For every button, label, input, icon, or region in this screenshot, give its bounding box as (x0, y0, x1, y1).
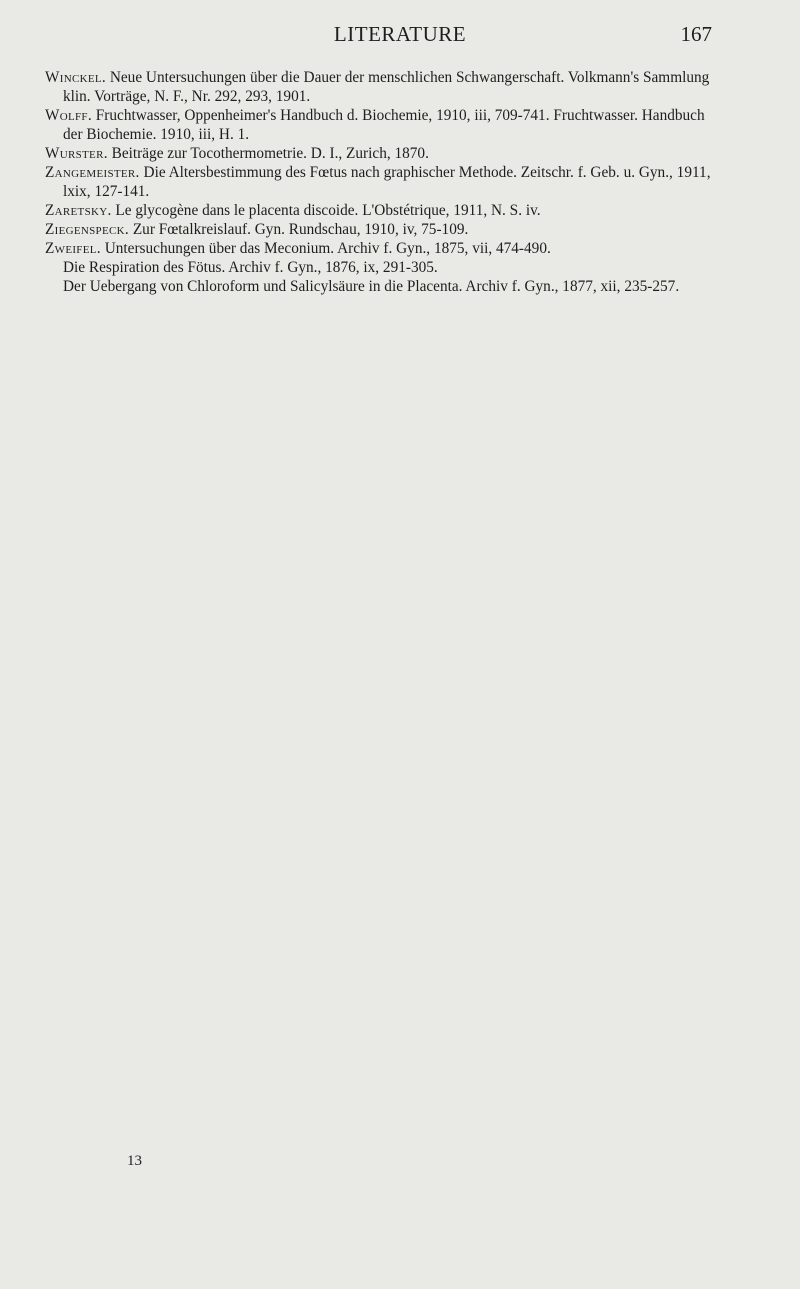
bibliography-sub-entry: Die Respiration des Fötus. Archiv f. Gyn., 1876, ix, 291-305. (63, 259, 438, 276)
entry-author: Ziegenspeck. (45, 221, 129, 238)
sub-entries (45, 258, 725, 296)
running-title: LITERATURE (333, 22, 467, 46)
entry-author: Wolff. (45, 107, 92, 124)
entry-text: Le glycogène dans le placenta discoide. L'Obstétrique, 1911, N. S. iv. (115, 202, 541, 219)
entry-text: Die Altersbestimmung des Fœtus nach graphischer Methode. Zeitschr. f. Geb. u. Gyn., 1911, lxix, 127-141. (63, 164, 711, 200)
bibliography-sub-entry: Der Uebergang von Chloroform und Salicylsäure in die Placenta. Archiv f. Gyn., 1877, xii, 235-257. (63, 278, 680, 295)
bibliography-entry (45, 201, 725, 220)
bibliography-entry (45, 239, 725, 258)
entry-text: Zur Fœtalkreislauf. Gyn. Rundschau, 1910, iv, 75-109. (132, 221, 469, 238)
entry-text: Neue Untersuchungen über die Dauer der menschlichen Schwangerschaft. Volkmann's Sammlung klin. Vorträge, N. F., Nr. 292, 293, 1901. (63, 69, 710, 105)
bibliography-entry (45, 106, 725, 144)
signature-mark: 13 (127, 1153, 142, 1169)
entry-author: Winckel. (45, 69, 106, 86)
bibliography-entry (45, 144, 725, 163)
page-number: 167 (680, 22, 712, 46)
entry-text: Beiträge zur Tocothermometrie. D. I., Zurich, 1870. (111, 145, 429, 162)
entry-text: Untersuchungen über das Meconium. Archiv f. Gyn., 1875, vii, 474-490. (104, 240, 551, 257)
entry-author: Wurster. (45, 145, 108, 162)
bibliography-entry (45, 220, 725, 239)
entry-author: Zweifel. (45, 240, 101, 257)
page-header (0, 22, 800, 52)
bibliography-entry (45, 68, 725, 106)
bibliography-list (45, 68, 725, 296)
entry-text: Fruchtwasser, Oppenheimer's Handbuch d. Biochemie, 1910, iii, 709-741. Fruchtwasser. Handbuch der Biochemie. 1910, iii, H. 1. (63, 107, 705, 143)
entry-author: Zaretsky. (45, 202, 112, 219)
entry-author: Zangemeister. (45, 164, 140, 181)
bibliography-entry (45, 163, 725, 201)
